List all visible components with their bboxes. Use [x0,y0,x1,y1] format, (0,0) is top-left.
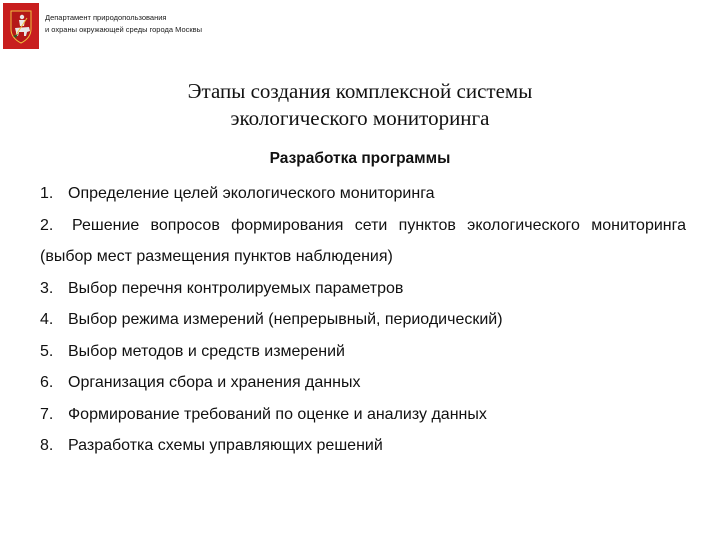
step-number: 7. [40,405,54,423]
step-text: Разработка схемы управляющих решений [68,437,383,454]
step-item [40,336,686,368]
step-text: Организация сбора и хранения данных [68,374,361,391]
step-number: 3. [40,279,54,297]
step-item [40,178,686,210]
step-number: 5. [40,342,54,360]
step-text: Выбор перечня контролируемых параметров [68,279,404,297]
step-text: Формирование требований по оценке и анализу данных [68,405,487,423]
step-item [40,399,686,431]
step-text: Выбор методов и средств измерений [68,342,345,360]
steps-list [40,178,686,462]
slide-title-line-2: экологического мониторинга [230,106,490,130]
moscow-coat-of-arms-icon [3,3,39,49]
step-number: 4. [40,311,54,328]
step-item [40,210,686,273]
slide-title-line-1: Этапы создания комплексной системы [187,79,533,103]
step-item [40,304,686,336]
step-item [40,273,686,305]
slide-subtitle: Разработка программы [269,150,451,167]
step-text: Определение целей экологического мониторинга [68,185,435,202]
step-item [40,367,686,399]
step-number: 2. [40,216,54,234]
organization-name [45,12,202,36]
org-line-2: и охраны окружающей среды города Москвы [45,25,203,34]
org-line-1: Департамент природопользования [45,13,167,22]
step-text: Решение вопросов формирования сети пунктов экологического мониторинга (выбор мест размещения пунктов наблюдения) [40,216,686,265]
step-text: Выбор режима измерений (непрерывный, периодический) [68,311,503,328]
step-number: 8. [40,437,54,454]
step-number: 6. [40,374,54,391]
slide-title [0,78,720,132]
step-item [40,430,686,462]
step-number: 1. [40,185,54,202]
